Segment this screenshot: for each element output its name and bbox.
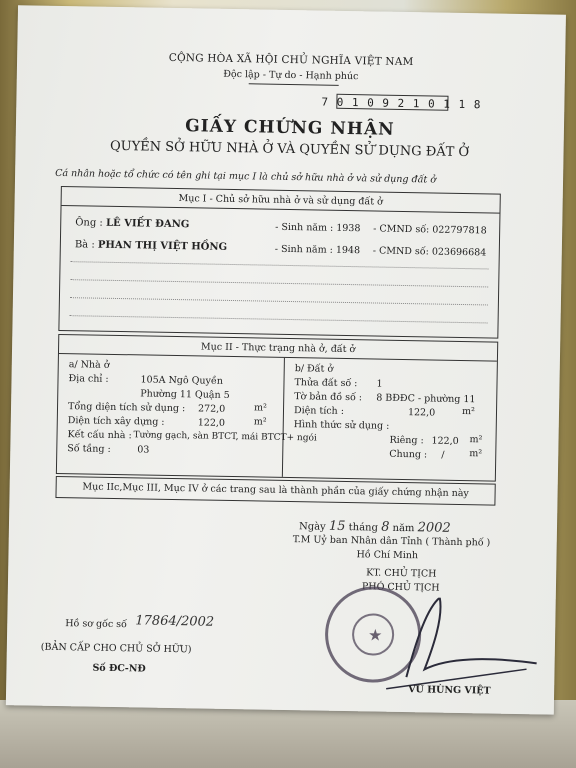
owner-name: PHAN THỊ VIỆT HỒNG [97,239,228,253]
floors: 03 [137,444,150,456]
shared-area: / [441,449,445,461]
document-title: GIẤY CHỨNG NHẬN [185,116,395,140]
land-area: 122,0 [407,407,436,419]
total-area-label: Tổng diện tích sử dụng : [67,401,186,415]
plot-label: Thửa đất số : [294,377,358,390]
structure-label: Kết cấu nhà : [67,429,132,442]
owner-row: Bà : PHAN THỊ VIỆT HỒNG [74,239,228,253]
build-area-label: Diện tích xây dựng : [67,415,165,428]
nation-header: CỘNG HÒA XÃ HỘI CHỦ NGHĨA VIỆT NAM [168,51,414,69]
area-unit: m² [253,416,267,428]
land-heading: b/ Đất ở [294,363,334,375]
motto-underline [249,83,339,86]
copy-note: (BẢN CẤP CHO CHỦ SỞ HỮU) [40,641,192,656]
signer-role1: KT. CHỦ TỊCH [366,567,437,580]
shared-label: Chung : [389,448,428,461]
address-label: Địa chỉ : [68,373,109,385]
section-property [56,334,498,482]
owner-id: - CMND số: 022797818 [373,223,487,237]
issue-date: Ngày 15 tháng 8 năm 2002 [298,518,451,536]
section2-title: Mục II - Thực trạng nhà ở, đất ở [200,341,356,356]
area-unit: m² [461,406,475,418]
record-label: Hồ sơ gốc số [65,618,127,631]
map-label: Tờ bản đồ số : [294,391,363,404]
record-code: Số ĐC-NĐ [92,662,146,675]
owner-id: - CMND số: 023696684 [372,245,487,259]
owner-row: Ông : LÊ VIẾT ĐANG [75,217,190,231]
star-icon: ★ [367,625,383,645]
serial-number: 7 0 1 0 9 2 1 0 1 1 8 [321,95,482,112]
plot-number: 1 [376,378,383,390]
private-area: 122,0 [431,435,459,447]
intro-text: Cá nhân hoặc tổ chức có tên ghi tại mục I là chủ sở hữu nhà ở và sử dụng đất ở [55,167,437,186]
land-area-label: Diện tích : [293,405,345,417]
authority-city: Hồ Chí Minh [356,549,419,562]
owner-birth: - Sinh năm : 1948 [274,243,361,257]
area-unit: m² [469,448,483,460]
certificate-page [6,5,566,714]
address-line1: 105A Ngô Quyền [140,374,223,387]
owner-birth: - Sinh năm : 1938 [275,221,361,235]
owner-name: LÊ VIẾT ĐANG [105,217,190,231]
record-number: 17864/2002 [135,613,215,630]
area-unit: m² [253,402,267,414]
build-area: 122,0 [197,417,226,429]
area-unit: m² [469,434,483,446]
signer-name: VŨ HÙNG VIỆT [408,684,491,697]
house-heading: a/ Nhà ở [68,359,110,371]
document-subtitle: QUYỀN SỞ HỮU NHÀ Ở VÀ QUYỀN SỬ DỤNG ĐẤT Ở [109,138,470,161]
motto: Độc lập - Tự do - Hạnh phúc [223,68,359,83]
section-owners [58,186,500,339]
total-area: 272,0 [197,403,226,415]
address-line2: Phường 11 Quận 5 [140,388,230,401]
footer-note: Mục IIc,Mục III, Mục IV ở các trang sau là thành phần của giấy chứng nhận này [82,481,469,500]
section1-title: Mục I - Chủ sở hữu nhà ở và sử dụng đất ở [178,193,383,208]
floors-label: Số tầng : [67,443,111,455]
usage-label: Hình thức sử dụng : [293,419,390,432]
structure: Tường gạch, sàn BTCT, mái BTCT+ ngói [133,430,317,444]
authority: T.M Uỷ ban Nhân dân Tỉnh ( Thành phố ) [292,534,491,549]
signer-role2: PHÓ CHỦ TỊCH [361,581,440,594]
map-number: 8 BĐĐC - phường 11 [376,392,476,406]
private-label: Riêng : [389,434,424,447]
